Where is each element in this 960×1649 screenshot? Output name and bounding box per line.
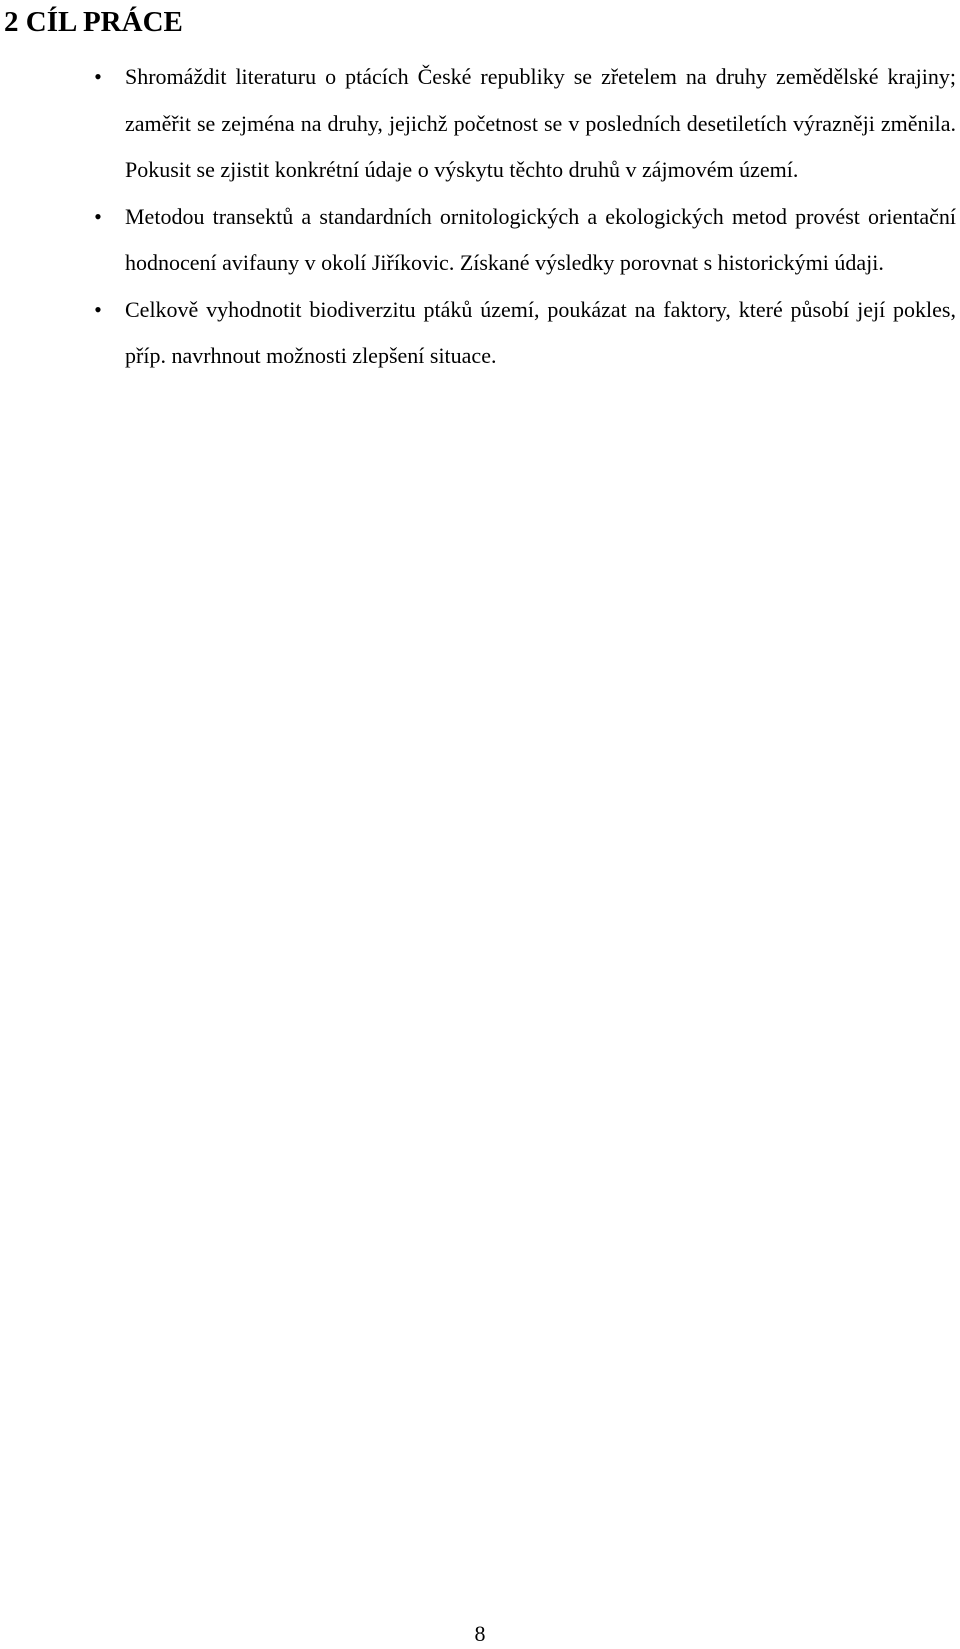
bullet-icon: •	[94, 203, 102, 229]
page-number: 8	[474, 1621, 486, 1646]
list-item	[0, 287, 956, 380]
list-item-text: Celkově vyhodnotit biodiverzitu ptáků území, poukázat na faktory, které působí její pokles, příp. navrhnout možnosti zlepšení situace.	[125, 296, 956, 368]
list-item-text: Metodou transektů a standardních ornitologických a ekologických metod provést orientační hodnocení avifauny v okolí Jiříkovic. Získané výsledky porovnat s historickými údaji.	[125, 203, 956, 275]
list-item	[0, 194, 956, 287]
bullet-icon: •	[94, 64, 102, 89]
bullet-icon: •	[94, 296, 102, 322]
section-heading: 2 CÍL PRÁCE	[4, 6, 183, 38]
goals-list	[0, 54, 960, 380]
list-item-text: Shromáždit literaturu o ptácích České republiky se zřetelem na druhy zemědělské krajiny; zaměřit se zejména na druhy, jejichž početnost se v posledních desetiletích výrazněji změnila. Pokusit se zjistit konkrétní údaje o výskytu těchto druhů v zájmovém území.	[125, 64, 956, 182]
list-item	[0, 54, 956, 194]
